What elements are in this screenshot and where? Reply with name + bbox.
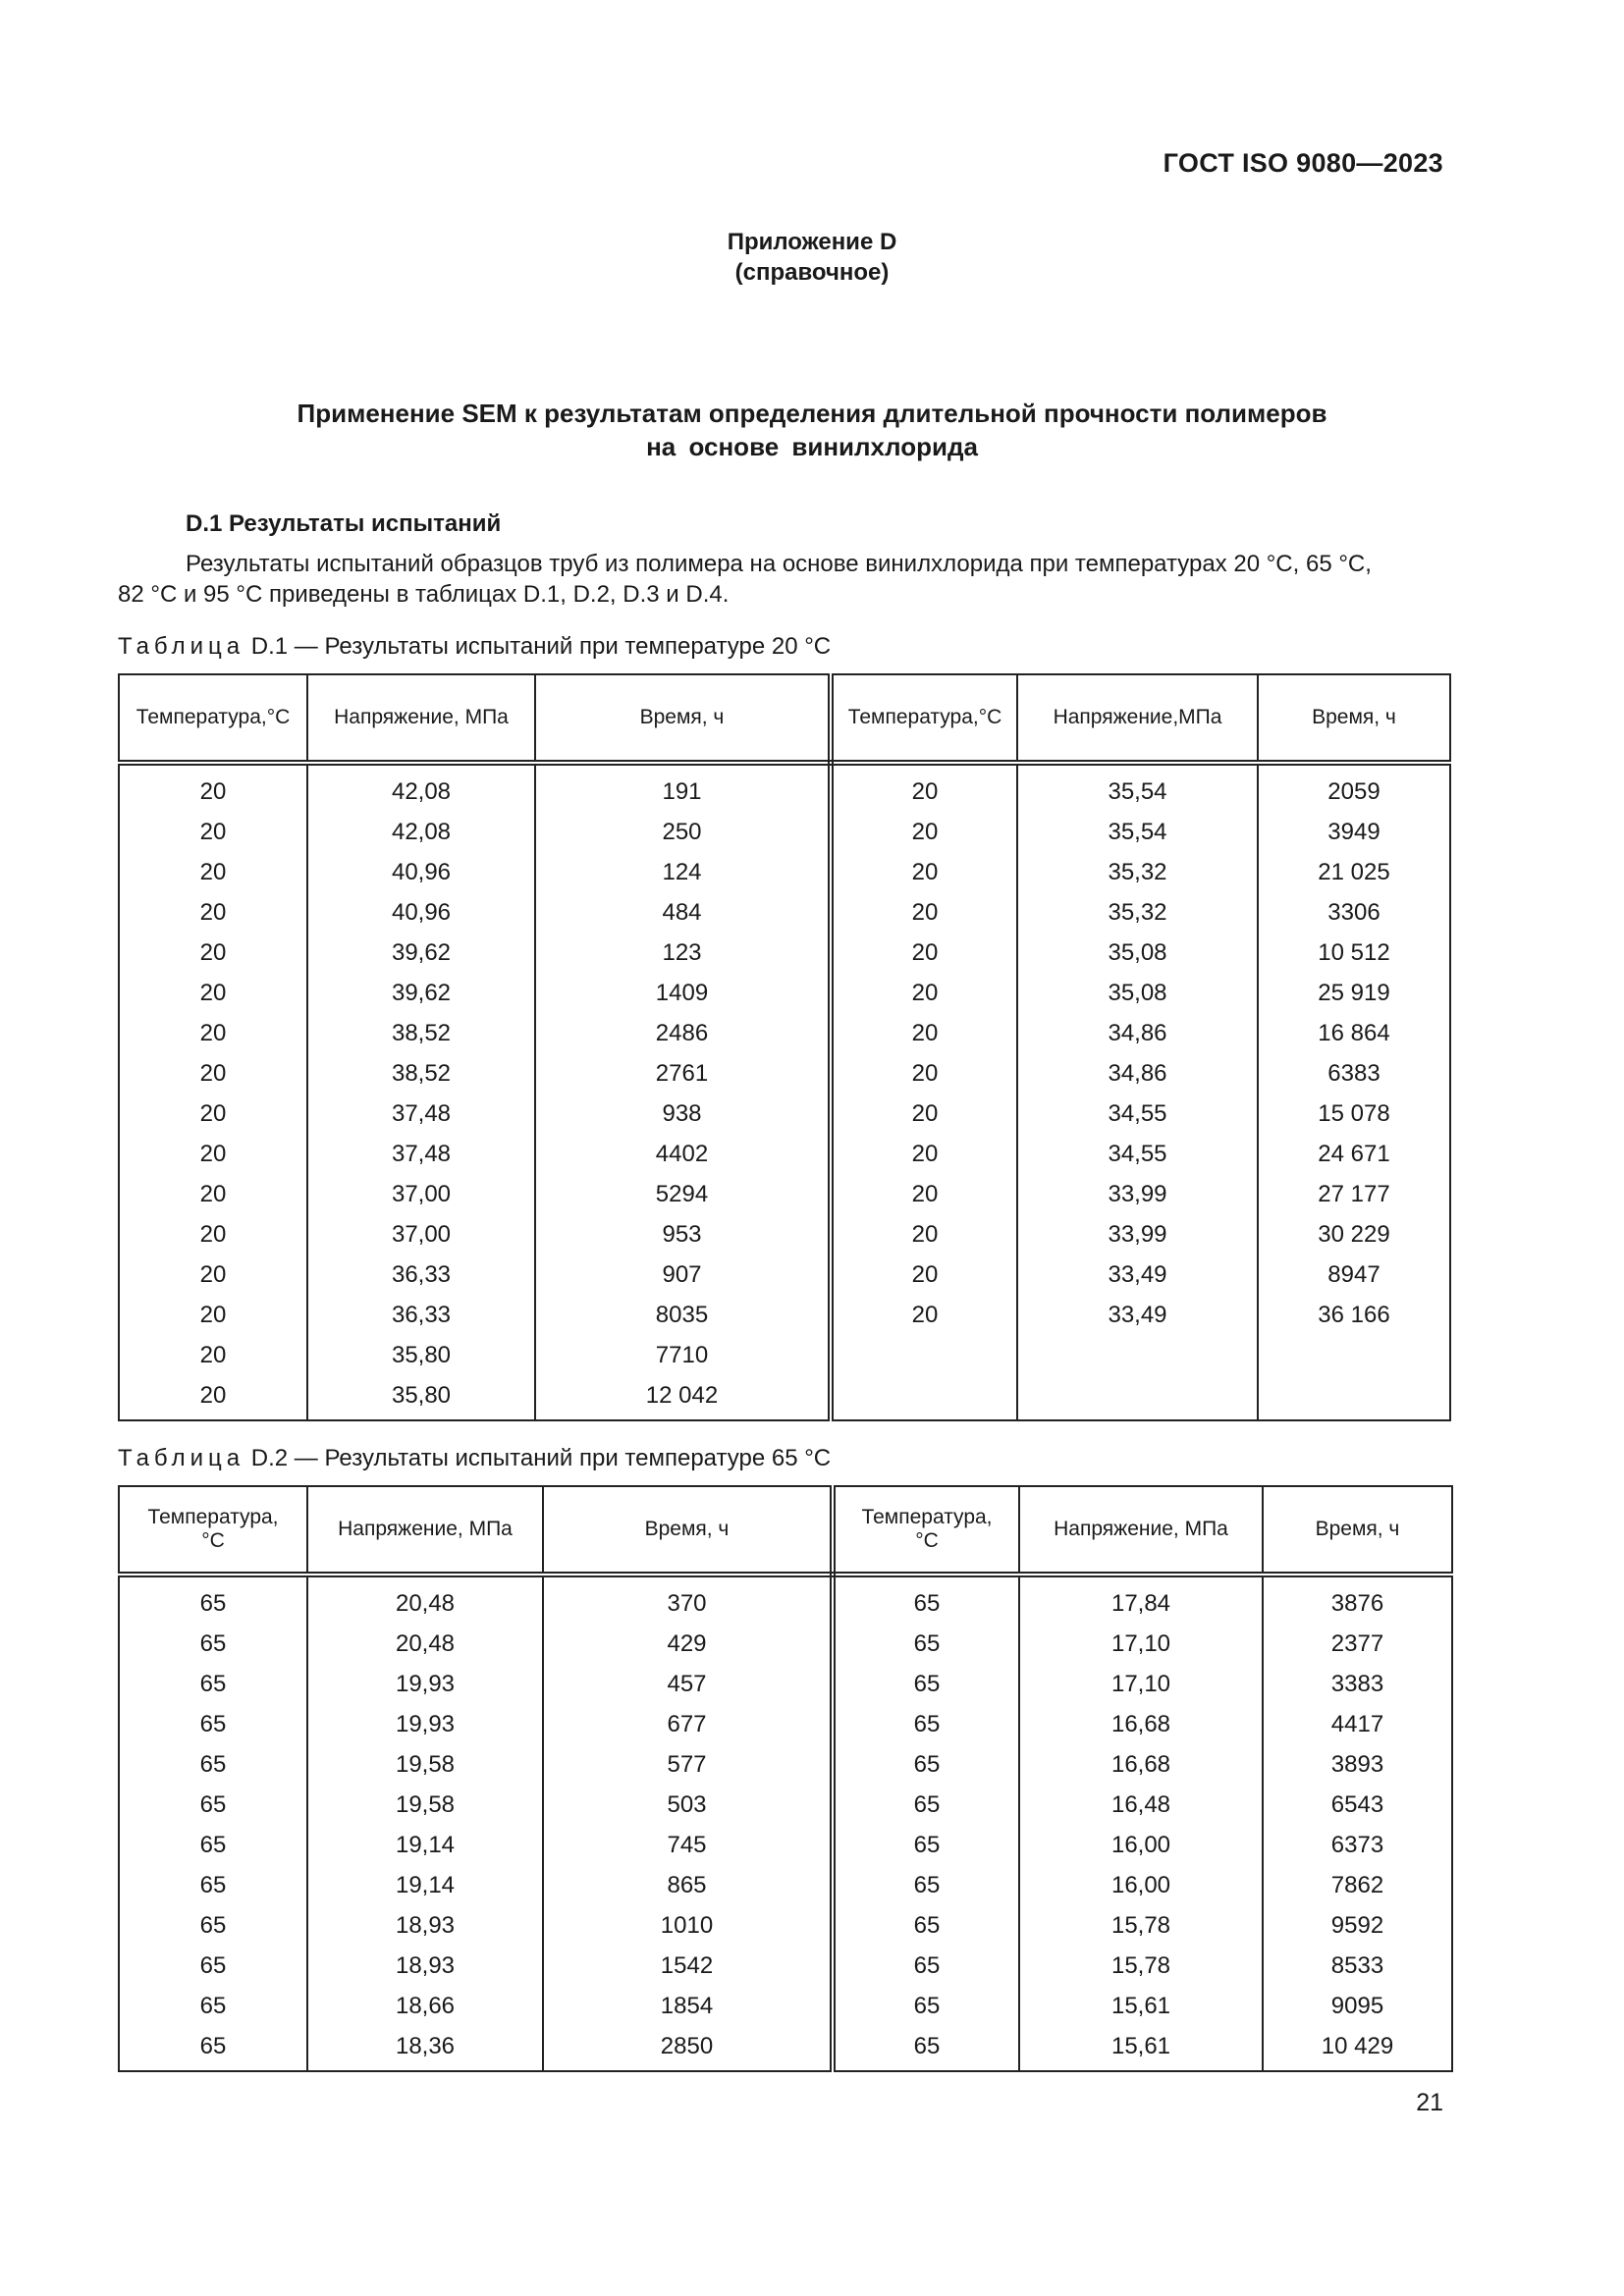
table-cell: 5294 <box>535 1174 831 1214</box>
table-cell: 34,86 <box>1017 1053 1258 1094</box>
table-row <box>119 812 1450 852</box>
table-cell: 6373 <box>1263 1825 1452 1865</box>
table-1-caption-prefix: Таблица <box>118 633 245 660</box>
table-cell: 370 <box>543 1575 833 1624</box>
table-cell: 36,33 <box>307 1255 535 1295</box>
table-cell: 35,32 <box>1017 892 1258 933</box>
table-cell: 42,08 <box>307 763 535 812</box>
annex-note: (справочное) <box>734 259 890 286</box>
table-cell <box>1258 1375 1450 1420</box>
main-title-line-2: на основе винилхлорида <box>646 432 978 461</box>
table-cell: 65 <box>833 1865 1019 1905</box>
table-cell: 20 <box>831 852 1017 892</box>
table-row <box>119 1946 1452 1986</box>
table-cell: 37,00 <box>307 1214 535 1255</box>
table-cell <box>831 1375 1017 1420</box>
table-cell: 18,93 <box>307 1905 543 1946</box>
table-cell: 865 <box>543 1865 833 1905</box>
table-cell: 65 <box>119 1785 307 1825</box>
table-cell: 37,48 <box>307 1094 535 1134</box>
table-cell: 953 <box>535 1214 831 1255</box>
table-row <box>119 1704 1452 1744</box>
table-cell: 8533 <box>1263 1946 1452 1986</box>
column-header: Время, ч <box>543 1486 833 1575</box>
table-row <box>119 1624 1452 1664</box>
table-row <box>119 852 1450 892</box>
table-cell: 65 <box>119 1624 307 1664</box>
column-header: Температура,°С <box>831 674 1017 763</box>
table-cell: 20 <box>831 1094 1017 1134</box>
table-cell: 16,68 <box>1019 1704 1263 1744</box>
table-cell: 3876 <box>1263 1575 1452 1624</box>
table-2-caption-prefix: Таблица <box>118 1445 245 1471</box>
column-header: Температура, °С <box>833 1486 1019 1575</box>
table-cell: 24 671 <box>1258 1134 1450 1174</box>
table-cell: 33,49 <box>1017 1255 1258 1295</box>
table-cell: 15,61 <box>1019 1986 1263 2026</box>
table-cell: 19,93 <box>307 1704 543 1744</box>
table-cell: 65 <box>833 1624 1019 1664</box>
table-cell: 20 <box>119 1053 307 1094</box>
table-cell: 20 <box>831 1174 1017 1214</box>
table-row <box>119 763 1450 812</box>
table-cell: 33,49 <box>1017 1295 1258 1335</box>
table-cell: 1010 <box>543 1905 833 1946</box>
table-cell: 65 <box>119 1986 307 2026</box>
table-1-caption <box>118 633 831 661</box>
column-header: Напряжение, МПа <box>307 674 535 763</box>
table-cell: 65 <box>119 1946 307 1986</box>
table-cell: 17,10 <box>1019 1664 1263 1704</box>
table-cell: 65 <box>119 1744 307 1785</box>
section-heading: D.1 Результаты испытаний <box>186 510 502 537</box>
table-cell: 20 <box>119 1255 307 1295</box>
table-cell: 35,54 <box>1017 763 1258 812</box>
table-row <box>119 1335 1450 1375</box>
table-row <box>119 973 1450 1013</box>
table-cell: 35,32 <box>1017 852 1258 892</box>
table-cell: 15 078 <box>1258 1094 1450 1134</box>
table-cell: 65 <box>833 1785 1019 1825</box>
table-cell: 20 <box>119 1013 307 1053</box>
table-cell: 3893 <box>1263 1744 1452 1785</box>
table-row <box>119 892 1450 933</box>
table-cell: 65 <box>833 1905 1019 1946</box>
column-header: Время, ч <box>1258 674 1450 763</box>
table-row <box>119 1214 1450 1255</box>
table-cell: 27 177 <box>1258 1174 1450 1214</box>
table-cell: 9592 <box>1263 1905 1452 1946</box>
table-cell: 20 <box>831 1255 1017 1295</box>
table-cell: 20 <box>119 1214 307 1255</box>
table-cell: 65 <box>833 1575 1019 1624</box>
table-cell: 20 <box>119 1134 307 1174</box>
table-cell: 20 <box>831 1013 1017 1053</box>
table-cell: 20 <box>831 1053 1017 1094</box>
table-cell: 35,08 <box>1017 973 1258 1013</box>
table-cell: 17,10 <box>1019 1624 1263 1664</box>
table-cell: 35,08 <box>1017 933 1258 973</box>
table-row <box>119 933 1450 973</box>
header-row <box>119 674 1450 763</box>
column-header: Напряжение, МПа <box>1019 1486 1263 1575</box>
table-cell: 65 <box>119 1905 307 1946</box>
table-cell: 36,33 <box>307 1295 535 1335</box>
table-cell: 20 <box>831 1295 1017 1335</box>
column-header: Напряжение, МПа <box>307 1486 543 1575</box>
table-cell: 10 429 <box>1263 2026 1452 2071</box>
table-cell: 37,48 <box>307 1134 535 1174</box>
table-cell: 17,84 <box>1019 1575 1263 1624</box>
table-cell: 1409 <box>535 973 831 1013</box>
table-cell: 34,86 <box>1017 1013 1258 1053</box>
table-cell: 20 <box>119 1295 307 1335</box>
table-cell: 19,93 <box>307 1664 543 1704</box>
table-cell: 35,80 <box>307 1375 535 1420</box>
table-row <box>119 1905 1452 1946</box>
table-cell: 65 <box>119 1575 307 1624</box>
table-1-caption-text: D.1 — Результаты испытаний при температуре 20 °C <box>244 633 832 660</box>
paragraph-line-1: Результаты испытаний образцов труб из полимера на основе винилхлорида при температурах 20 °C, 65 °C, <box>186 551 1372 577</box>
table-cell: 20,48 <box>307 1624 543 1664</box>
table-cell: 16,00 <box>1019 1825 1263 1865</box>
table-cell: 19,14 <box>307 1865 543 1905</box>
table-cell: 15,78 <box>1019 1905 1263 1946</box>
table-2-caption-text: D.2 — Результаты испытаний при температуре 65 °C <box>244 1445 832 1471</box>
table-cell: 4417 <box>1263 1704 1452 1744</box>
table-cell: 3306 <box>1258 892 1450 933</box>
table-cell: 577 <box>543 1744 833 1785</box>
annex-title: Приложение D <box>727 229 897 255</box>
page-number: 21 <box>1416 2089 1443 2116</box>
standard-code: ГОСТ ISO 9080—2023 <box>1163 148 1443 178</box>
table-cell: 2850 <box>543 2026 833 2071</box>
table-cell: 34,55 <box>1017 1094 1258 1134</box>
table-cell: 15,61 <box>1019 2026 1263 2071</box>
table-cell: 21 025 <box>1258 852 1450 892</box>
table-cell: 18,66 <box>307 1986 543 2026</box>
table-cell: 40,96 <box>307 892 535 933</box>
header-row <box>119 1486 1452 1575</box>
table-cell: 36 166 <box>1258 1295 1450 1335</box>
table-cell: 124 <box>535 852 831 892</box>
table-cell <box>1258 1335 1450 1375</box>
table-cell: 65 <box>833 1946 1019 1986</box>
table-row <box>119 1013 1450 1053</box>
table-header <box>119 674 1450 763</box>
table-cell: 42,08 <box>307 812 535 852</box>
table-row <box>119 2026 1452 2071</box>
table-cell: 503 <box>543 1785 833 1825</box>
table-cell: 39,62 <box>307 933 535 973</box>
table-cell: 65 <box>119 1664 307 1704</box>
table-row <box>119 1986 1452 2026</box>
table-cell: 745 <box>543 1825 833 1865</box>
table-cell: 65 <box>833 2026 1019 2071</box>
table-cell: 2486 <box>535 1013 831 1053</box>
table-cell <box>1017 1335 1258 1375</box>
results-table-20c <box>118 673 1451 1421</box>
table-cell: 20 <box>119 852 307 892</box>
table-cell: 65 <box>833 1664 1019 1704</box>
table-cell: 10 512 <box>1258 933 1450 973</box>
table-cell: 16,00 <box>1019 1865 1263 1905</box>
table-cell: 2059 <box>1258 763 1450 812</box>
table-cell: 7862 <box>1263 1865 1452 1905</box>
table-cell: 484 <box>535 892 831 933</box>
column-header: Напряжение,МПа <box>1017 674 1258 763</box>
table-cell: 1854 <box>543 1986 833 2026</box>
table-cell: 65 <box>119 2026 307 2071</box>
table-body <box>119 1575 1452 2071</box>
table-cell: 20 <box>119 933 307 973</box>
table-cell: 18,36 <box>307 2026 543 2071</box>
table-cell: 20,48 <box>307 1575 543 1624</box>
table-row <box>119 1785 1452 1825</box>
table-cell: 65 <box>119 1825 307 1865</box>
table-cell: 19,58 <box>307 1785 543 1825</box>
table-cell: 40,96 <box>307 852 535 892</box>
table-cell: 123 <box>535 933 831 973</box>
main-title-line-1: Применение SEM к результатам определения длительной прочности полимеров <box>297 399 1327 428</box>
table-cell: 18,93 <box>307 1946 543 1986</box>
table-cell: 9095 <box>1263 1986 1452 2026</box>
table-cell: 3383 <box>1263 1664 1452 1704</box>
table-cell: 20 <box>831 1214 1017 1255</box>
table-cell: 16,68 <box>1019 1744 1263 1785</box>
column-header: Температура, °С <box>119 1486 307 1575</box>
table-cell: 35,54 <box>1017 812 1258 852</box>
table-cell: 38,52 <box>307 1013 535 1053</box>
table-cell: 677 <box>543 1704 833 1744</box>
table-cell: 15,78 <box>1019 1946 1263 1986</box>
table-cell: 3949 <box>1258 812 1450 852</box>
table-cell: 20 <box>119 1375 307 1420</box>
table-cell: 16 864 <box>1258 1013 1450 1053</box>
table-cell: 30 229 <box>1258 1214 1450 1255</box>
table-row <box>119 1134 1450 1174</box>
table-row <box>119 1174 1450 1214</box>
table-row <box>119 1053 1450 1094</box>
column-header: Время, ч <box>1263 1486 1452 1575</box>
table-cell <box>831 1335 1017 1375</box>
table-row <box>119 1744 1452 1785</box>
table-cell: 191 <box>535 763 831 812</box>
table-cell: 65 <box>833 1704 1019 1744</box>
table-header <box>119 1486 1452 1575</box>
table-cell: 20 <box>119 1094 307 1134</box>
table-cell: 7710 <box>535 1335 831 1375</box>
table-cell: 1542 <box>543 1946 833 1986</box>
table-row <box>119 1255 1450 1295</box>
table-row <box>119 1295 1450 1335</box>
table-cell: 20 <box>831 892 1017 933</box>
paragraph-line-2: 82 °C и 95 °C приведены в таблицах D.1, D.2, D.3 и D.4. <box>118 581 730 608</box>
table-row <box>119 1865 1452 1905</box>
table-cell: 35,80 <box>307 1335 535 1375</box>
results-table-65c <box>118 1485 1453 2072</box>
column-header: Время, ч <box>535 674 831 763</box>
table-cell: 6543 <box>1263 1785 1452 1825</box>
table-cell: 12 042 <box>535 1375 831 1420</box>
table-cell: 907 <box>535 1255 831 1295</box>
table-cell: 33,99 <box>1017 1174 1258 1214</box>
table-cell: 20 <box>831 1134 1017 1174</box>
table-cell: 938 <box>535 1094 831 1134</box>
table-cell: 6383 <box>1258 1053 1450 1094</box>
table-row <box>119 1575 1452 1624</box>
table-cell: 8035 <box>535 1295 831 1335</box>
table-cell: 20 <box>119 1174 307 1214</box>
table-cell: 250 <box>535 812 831 852</box>
table-cell: 429 <box>543 1624 833 1664</box>
table-cell <box>1017 1375 1258 1420</box>
table-cell: 20 <box>831 812 1017 852</box>
table-cell: 19,14 <box>307 1825 543 1865</box>
table-row <box>119 1375 1450 1420</box>
table-body <box>119 763 1450 1420</box>
table-cell: 8947 <box>1258 1255 1450 1295</box>
table-row <box>119 1094 1450 1134</box>
table-cell: 65 <box>833 1825 1019 1865</box>
table-cell: 65 <box>833 1986 1019 2026</box>
table-row <box>119 1664 1452 1704</box>
table-cell: 20 <box>119 763 307 812</box>
table-cell: 33,99 <box>1017 1214 1258 1255</box>
table-cell: 2761 <box>535 1053 831 1094</box>
table-cell: 38,52 <box>307 1053 535 1094</box>
table-cell: 20 <box>831 933 1017 973</box>
table-cell: 20 <box>119 812 307 852</box>
table-cell: 25 919 <box>1258 973 1450 1013</box>
table-cell: 65 <box>119 1865 307 1905</box>
table-cell: 37,00 <box>307 1174 535 1214</box>
table-cell: 65 <box>833 1744 1019 1785</box>
table-cell: 2377 <box>1263 1624 1452 1664</box>
table-cell: 20 <box>831 763 1017 812</box>
table-cell: 34,55 <box>1017 1134 1258 1174</box>
table-cell: 20 <box>831 973 1017 1013</box>
table-cell: 457 <box>543 1664 833 1704</box>
table-cell: 4402 <box>535 1134 831 1174</box>
table-2-caption <box>118 1445 831 1472</box>
table-cell: 39,62 <box>307 973 535 1013</box>
table-cell: 20 <box>119 973 307 1013</box>
table-cell: 20 <box>119 892 307 933</box>
table-cell: 65 <box>119 1704 307 1744</box>
table-cell: 20 <box>119 1335 307 1375</box>
table-cell: 19,58 <box>307 1744 543 1785</box>
table-row <box>119 1825 1452 1865</box>
column-header: Температура,°С <box>119 674 307 763</box>
table-cell: 16,48 <box>1019 1785 1263 1825</box>
